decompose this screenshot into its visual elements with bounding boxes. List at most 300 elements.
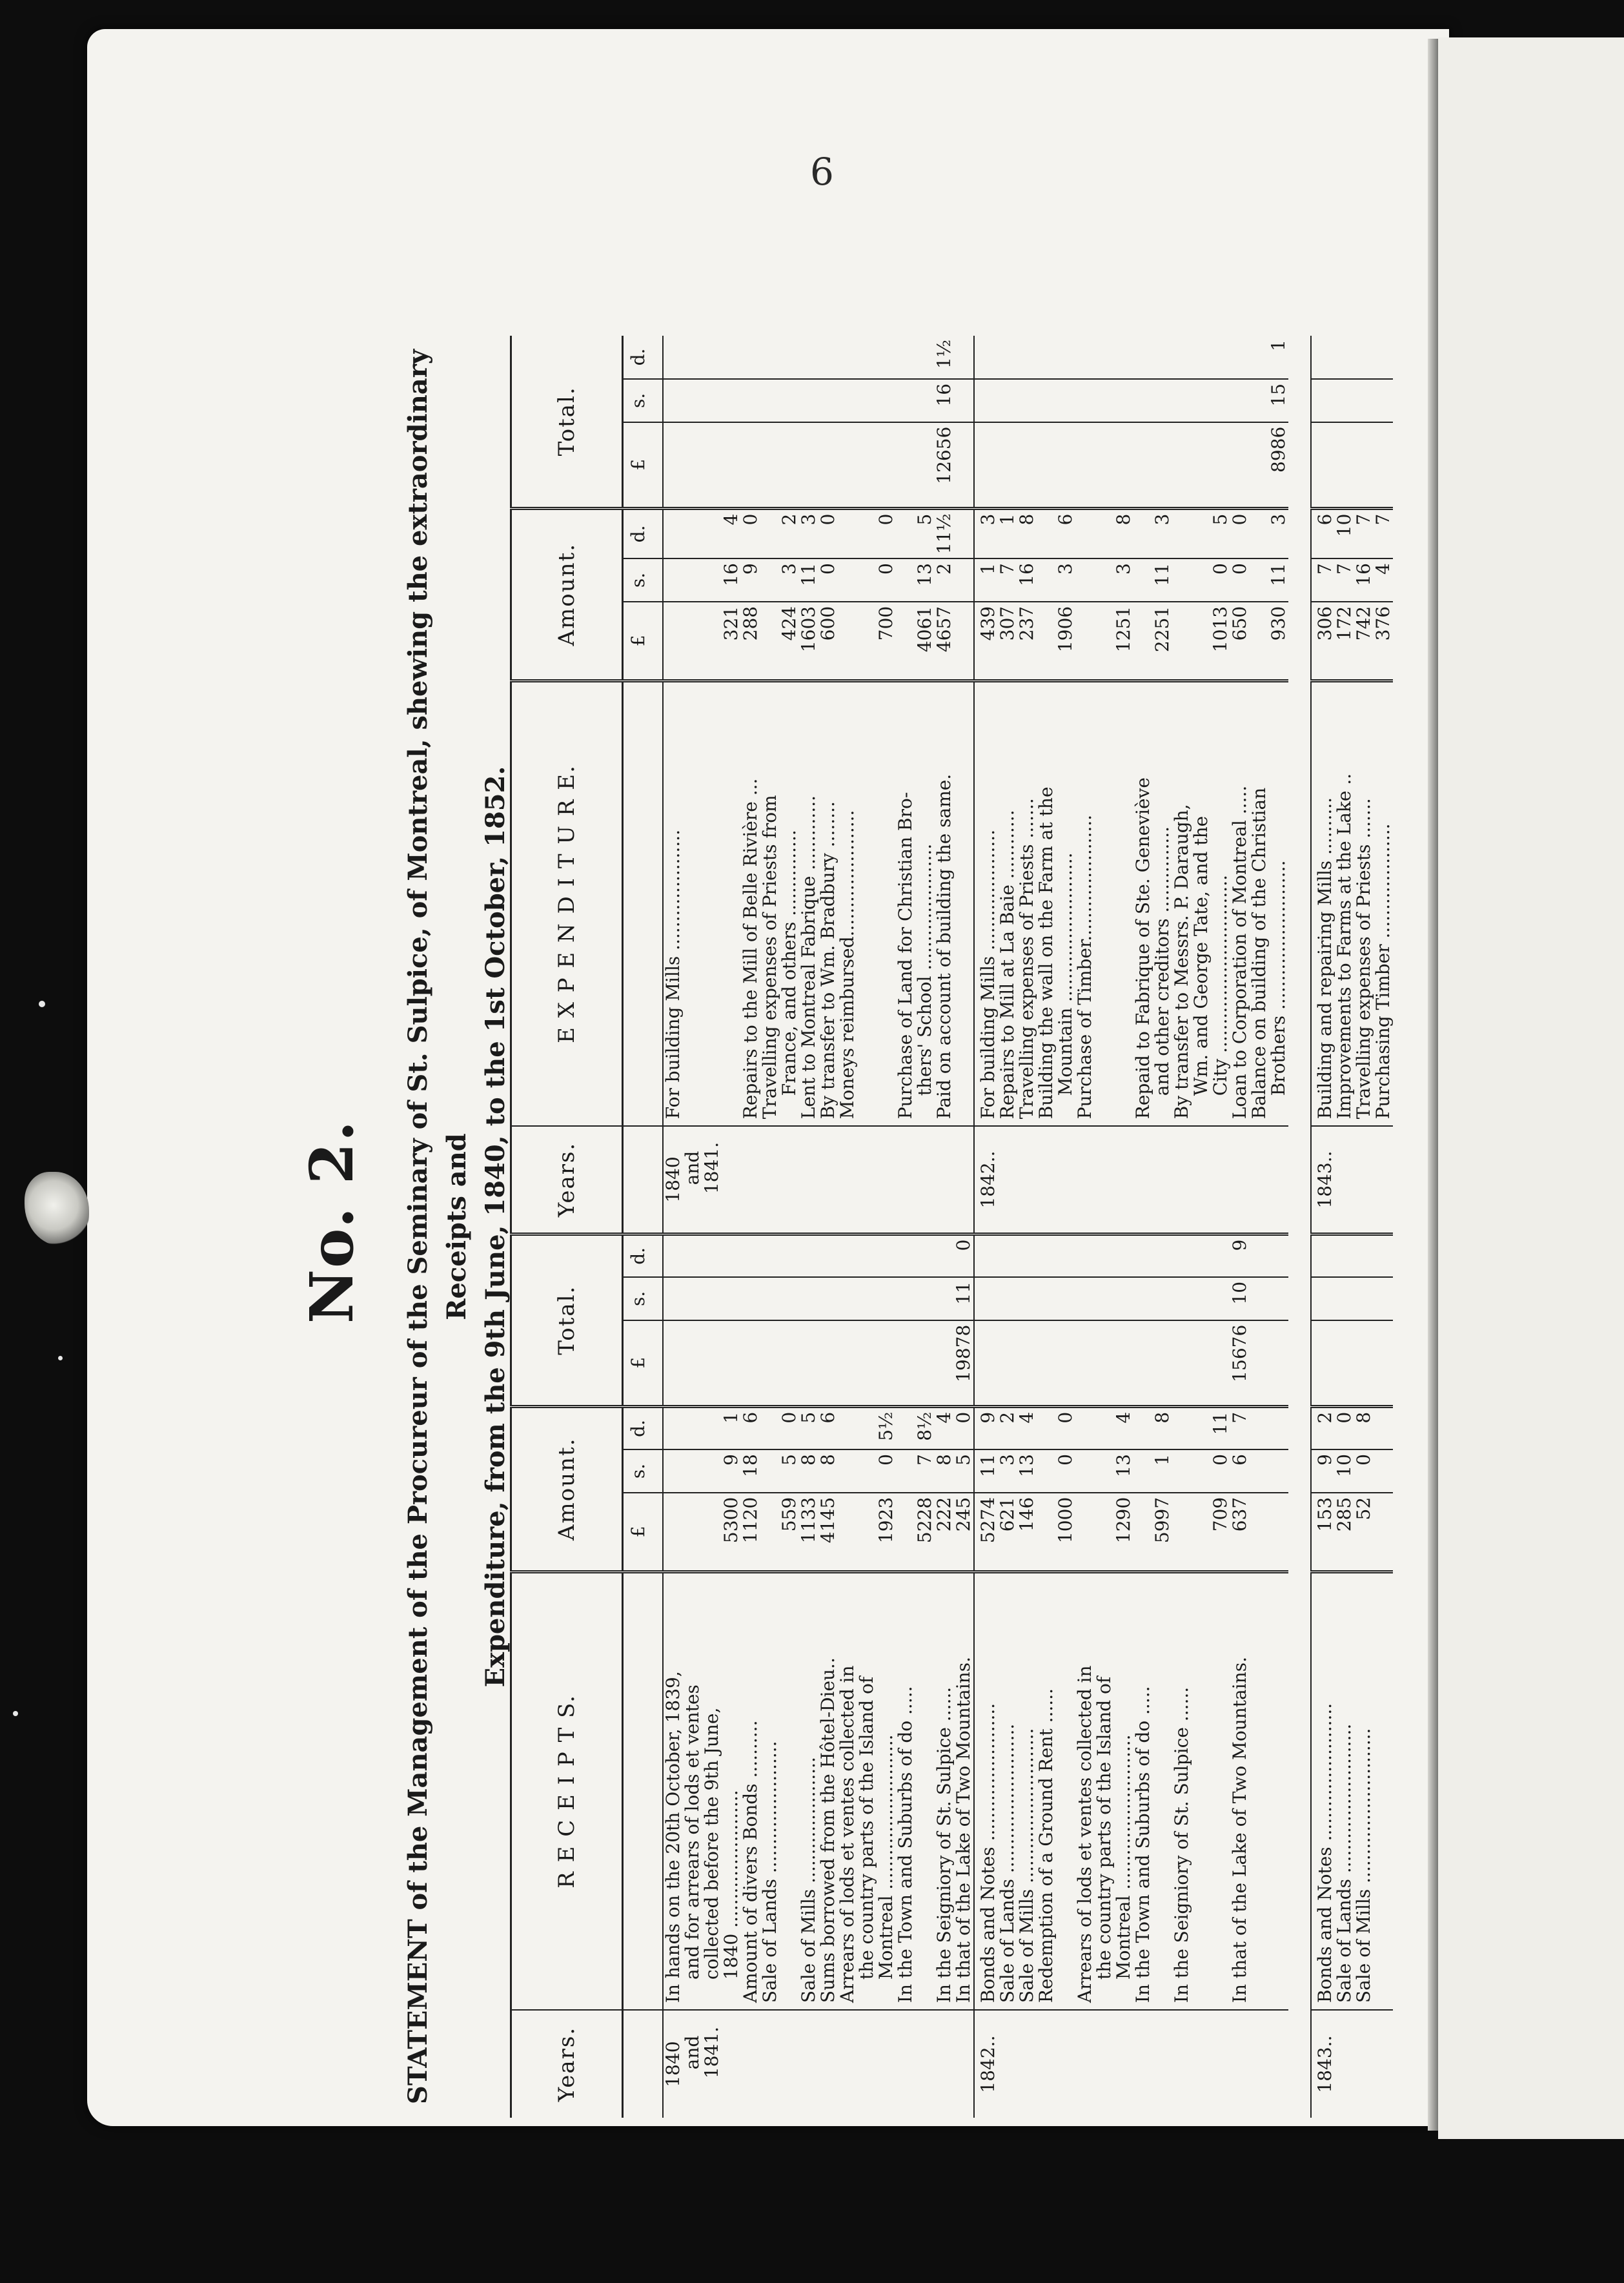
entry-line: Sale of Mills ...........................	[1016, 1728, 1037, 2003]
expenditure-total-shillings	[896, 379, 935, 422]
expenditure-total-shillings	[998, 379, 1017, 422]
expenditure-description	[1017, 681, 1037, 1126]
unit-pence: d.	[623, 1406, 664, 1449]
expenditure-description	[663, 681, 741, 1126]
receipt-description	[838, 1571, 896, 2010]
receipt-pounds: 285	[1335, 1493, 1354, 1571]
receipt-pence: 9	[974, 1406, 998, 1449]
expenditure-shillings: 11	[799, 558, 818, 602]
year-cell	[1037, 2010, 1075, 2118]
receipt-pence: 4	[1075, 1406, 1133, 1449]
receipt-description	[935, 1571, 954, 2010]
receipts-total-pence	[1075, 1234, 1133, 1277]
receipt-pence: 8½	[896, 1406, 935, 1449]
expenditure-shillings: 11	[1133, 558, 1172, 602]
expenditure-pounds: 1251	[1075, 602, 1133, 681]
receipts-total-shillings	[935, 1277, 954, 1320]
entry-line: Amount of divers Bonds ..........	[740, 1720, 761, 2003]
receipts-total-shillings	[896, 1277, 935, 1320]
expenditure-total-shillings	[663, 379, 741, 422]
receipt-pence: 1	[663, 1406, 741, 1449]
year-cell-exp	[760, 1126, 799, 1234]
expenditure-description	[935, 681, 954, 1126]
year-cell-exp	[1335, 1126, 1354, 1234]
table-row	[663, 336, 741, 2118]
expenditure-pence: 2	[760, 508, 799, 558]
year-cell	[1172, 2010, 1230, 2118]
entry-line: the country parts of the Island of	[1093, 1676, 1115, 1980]
receipts-total-pounds	[1335, 1320, 1354, 1407]
unit-shilling: s.	[623, 1277, 664, 1320]
receipt-description	[1172, 1571, 1230, 2010]
col-receipts: R E C E I P T S.	[511, 1571, 623, 2010]
table-row	[741, 336, 760, 2118]
year-cell	[1335, 2010, 1354, 2118]
expenditure-description	[741, 681, 760, 1126]
expenditure-shillings: 7	[1335, 558, 1354, 602]
receipt-pence: 2	[1311, 1406, 1335, 1449]
entry-line: Wm. and George Tate, and the	[1190, 815, 1212, 1096]
entry-line: Montreal ...........................	[1113, 1734, 1134, 1980]
expenditure-total-shillings	[1172, 379, 1230, 422]
entry-line: Repairs to the Mill of Belle Rivière ...	[740, 778, 761, 1120]
receipt-pounds: 52	[1354, 1493, 1374, 1571]
receipts-total-pounds	[1311, 1320, 1335, 1407]
year-cell	[760, 2010, 799, 2118]
table-row	[838, 336, 896, 2118]
receipts-total-pence	[663, 1234, 741, 1277]
receipt-pence: 7	[1230, 1406, 1250, 1449]
expenditure-total-shillings	[1354, 379, 1374, 422]
expenditure-total-pence	[1374, 336, 1393, 379]
expenditure-pounds: 424	[760, 602, 799, 681]
entry-line: By transfer to Messrs. P. Daraugh,	[1171, 804, 1192, 1120]
entry-line: Loan to Corporation of Montreal .....	[1229, 785, 1250, 1120]
receipts-total-pounds	[1172, 1320, 1230, 1407]
receipt-shillings: 10	[1335, 1449, 1354, 1493]
entry-line: Arrears of lods et ventes collected in	[1074, 1665, 1095, 2003]
receipts-total-pounds: 19878	[954, 1320, 974, 1407]
receipts-total-pence	[998, 1234, 1017, 1277]
expenditure-total-shillings	[1335, 379, 1354, 422]
receipts-total-pounds	[741, 1320, 760, 1407]
expenditure-pounds: 306	[1311, 602, 1335, 681]
entry-line: City ...............................	[1210, 875, 1231, 1096]
expenditure-shillings: 16	[1354, 558, 1374, 602]
year-cell	[818, 2010, 838, 2118]
expenditure-pence: 11½	[935, 508, 954, 558]
expenditure-total-shillings	[838, 379, 896, 422]
receipt-shillings: 0	[1354, 1449, 1374, 1493]
expenditure-pounds: 439	[974, 602, 998, 681]
year-cell-exp	[1230, 1126, 1250, 1234]
expenditure-description	[838, 681, 896, 1126]
expenditure-total-shillings: 15	[1250, 379, 1288, 422]
expenditure-total-pounds	[1037, 422, 1075, 509]
expenditure-shillings: 11	[1250, 558, 1288, 602]
year-cell-exp	[1354, 1126, 1374, 1234]
col-years: Years.	[511, 2010, 623, 2118]
year-cell-exp	[954, 1126, 974, 1234]
expenditure-total-pounds	[1335, 422, 1354, 509]
table-row	[1037, 336, 1075, 2118]
receipts-total-pounds	[663, 1320, 741, 1407]
receipts-total-pounds	[1075, 1320, 1133, 1407]
receipt-description	[1250, 1571, 1288, 2010]
entry-line: Mountain ..........................	[1055, 852, 1076, 1096]
receipt-pounds: 222	[935, 1493, 954, 1571]
year-cell	[1374, 2010, 1393, 2118]
year-cell	[896, 2010, 935, 2118]
expenditure-pounds: 376	[1374, 602, 1393, 681]
table-row	[1075, 336, 1133, 2118]
expenditure-pounds: 2251	[1133, 602, 1172, 681]
entry-line: Sale of Lands .......................	[759, 1741, 780, 2003]
receipts-total-pence	[760, 1234, 799, 1277]
receipt-shillings	[1250, 1449, 1288, 1493]
receipts-total-shillings	[1075, 1277, 1133, 1320]
year-cell: 1843..	[1311, 2010, 1335, 2118]
receipts-total-pence	[799, 1234, 818, 1277]
entry-line: In the Seigniory of St. Sulpice ......	[933, 1686, 955, 2003]
expenditure-shillings: 0	[818, 558, 838, 602]
year-cell-exp	[799, 1126, 818, 1234]
year-cell-exp	[1172, 1126, 1230, 1234]
entry-line: Purchase of Timber......................	[1074, 814, 1095, 1120]
receipts-total-shillings	[1133, 1277, 1172, 1320]
receipts-total-pounds	[760, 1320, 799, 1407]
year-cell	[1017, 2010, 1037, 2118]
statement-body	[663, 336, 1288, 2118]
paper-damage-mark	[25, 1172, 89, 1246]
unit-pence: d.	[623, 1234, 664, 1277]
receipt-description	[741, 1571, 760, 2010]
receipt-shillings: 11	[974, 1449, 998, 1493]
entry-line: Building the wall on the Farm at the	[1035, 786, 1057, 1120]
receipts-total-shillings	[1374, 1277, 1393, 1320]
table-row	[1354, 336, 1374, 2118]
entry-line: Sums borrowed from the Hôtel-Dieu..	[817, 1657, 838, 2003]
table-row	[1230, 336, 1250, 2118]
expenditure-shillings: 7	[1311, 558, 1335, 602]
expenditure-description	[1172, 681, 1230, 1126]
expenditure-total-pence	[741, 336, 760, 379]
expenditure-total-pounds	[1017, 422, 1037, 509]
year-cell-exp	[1075, 1126, 1133, 1234]
expenditure-pounds: 1603	[799, 602, 818, 681]
receipt-pounds	[1250, 1493, 1288, 1571]
entry-line: Brothers ..........................	[1268, 860, 1289, 1096]
expenditure-shillings: 1	[974, 558, 998, 602]
year-cell	[741, 2010, 760, 2118]
expenditure-description	[974, 681, 998, 1126]
unit-pound: £	[623, 1320, 664, 1407]
expenditure-total-shillings	[974, 379, 998, 422]
entry-line: Montreal ...........................	[875, 1734, 897, 1980]
entry-line: In the Town and Suburbs of do .....	[895, 1686, 916, 2003]
year-cell	[1075, 2010, 1133, 2118]
receipts-total-pounds	[896, 1320, 935, 1407]
receipts-total-pence	[974, 1234, 998, 1277]
receipt-description	[974, 1571, 998, 2010]
year-cell-exp	[818, 1126, 838, 1234]
expenditure-description	[1037, 681, 1075, 1126]
col-amount-exp: Amount.	[511, 508, 623, 681]
receipts-total-pounds	[935, 1320, 954, 1407]
receipt-pence: 5½	[838, 1406, 896, 1449]
expenditure-pence: 5	[896, 508, 935, 558]
expenditure-description	[1075, 681, 1133, 1126]
expenditure-total-pounds	[1230, 422, 1250, 509]
expenditure-pounds: 4657	[935, 602, 954, 681]
expenditure-pence: 8	[1017, 508, 1037, 558]
receipts-total-pounds	[799, 1320, 818, 1407]
expenditure-total-pence	[1230, 336, 1250, 379]
receipt-shillings: 8	[818, 1449, 838, 1493]
receipts-total-shillings	[1354, 1277, 1374, 1320]
expenditure-total-shillings	[760, 379, 799, 422]
receipt-shillings: 8	[799, 1449, 818, 1493]
receipt-pence: 8	[1354, 1406, 1374, 1449]
unit-pence: d.	[623, 508, 664, 558]
expenditure-description: Purchasing Timber ....................	[1374, 681, 1393, 1126]
year-cell-exp	[998, 1126, 1017, 1234]
section-1843	[1311, 336, 1393, 2118]
entry-line: France, and others ...............	[778, 830, 800, 1096]
receipts-total-pence: 0	[954, 1234, 974, 1277]
receipts-total-pence	[1374, 1234, 1393, 1277]
expenditure-shillings: 3	[760, 558, 799, 602]
expenditure-total-pence	[1037, 336, 1075, 379]
entry-line: and	[682, 1151, 703, 1185]
receipts-total-shillings	[818, 1277, 838, 1320]
expenditure-total-pounds	[896, 422, 935, 509]
receipt-pounds: 637	[1230, 1493, 1250, 1571]
unit-shilling: s.	[623, 379, 664, 422]
expenditure-description	[818, 681, 838, 1126]
receipts-total-pounds	[1250, 1320, 1288, 1407]
receipt-shillings: 13	[1075, 1449, 1133, 1493]
expenditure-shillings: 4	[1374, 558, 1393, 602]
receipt-shillings: 5	[760, 1449, 799, 1493]
expenditure-pence: 3	[974, 508, 998, 558]
expenditure-shillings: 2	[935, 558, 954, 602]
receipts-total-pence	[818, 1234, 838, 1277]
expenditure-total-pounds: 8986	[1250, 422, 1288, 509]
year-cell	[954, 2010, 974, 2118]
year-cell-exp	[838, 1126, 896, 1234]
expenditure-pounds: 930	[1250, 602, 1288, 681]
expenditure-total-shillings	[954, 379, 974, 422]
entry-line: 1840 ........................	[720, 1790, 742, 1980]
receipts-total-pence	[838, 1234, 896, 1277]
statement-table	[510, 336, 1288, 2118]
expenditure-description: Building and repairing Mills ..........	[1311, 681, 1335, 1126]
receipts-total-pounds	[1374, 1320, 1393, 1407]
entry-line: 1840	[662, 1156, 684, 1203]
receipt-pence: 6	[741, 1406, 760, 1449]
receipt-pounds: 5300	[663, 1493, 741, 1571]
receipts-total-pounds	[838, 1320, 896, 1407]
expenditure-pounds	[954, 602, 974, 681]
receipt-pence: 4	[935, 1406, 954, 1449]
expenditure-total-pence	[1133, 336, 1172, 379]
receipt-description	[1133, 1571, 1172, 2010]
year-cell	[838, 2010, 896, 2118]
expenditure-total-shillings	[1133, 379, 1172, 422]
table-row	[818, 336, 838, 2118]
receipt-shillings: 6	[1230, 1449, 1250, 1493]
receipt-pounds: 4145	[818, 1493, 838, 1571]
expenditure-total-shillings	[1311, 379, 1335, 422]
expenditure-total-pounds	[760, 422, 799, 509]
unit-pound: £	[623, 1493, 664, 1571]
receipts-total-shillings	[1250, 1277, 1288, 1320]
expenditure-total-pence	[1335, 336, 1354, 379]
dust-speck	[58, 1356, 63, 1360]
entry-line: Arrears of lods et ventes collected in	[837, 1665, 858, 2003]
statement-line-2: Expenditure, from the 9th June, 1840, to the 1st October, 1852.	[480, 766, 511, 1688]
receipt-shillings: 13	[1017, 1449, 1037, 1493]
expenditure-total-pounds	[1311, 422, 1335, 509]
receipt-pounds: 146	[1017, 1493, 1037, 1571]
expenditure-pence: 0	[1230, 508, 1250, 558]
entry-line: Sale of Mills ......................	[798, 1757, 819, 2003]
table-row	[1374, 336, 1393, 2118]
expenditure-total-pence	[1075, 336, 1133, 379]
expenditure-total-pounds	[1374, 422, 1393, 509]
year-cell	[1354, 2010, 1374, 2118]
next-page-edge	[1438, 37, 1624, 2139]
expenditure-total-shillings	[1017, 379, 1037, 422]
year-cell-exp	[1133, 1126, 1172, 1234]
receipts-total-pounds	[1354, 1320, 1374, 1407]
expenditure-pounds: 700	[838, 602, 896, 681]
expenditure-description	[1133, 681, 1172, 1126]
page-number: 6	[810, 150, 834, 194]
table-row	[954, 336, 974, 2118]
expenditure-pence: 4	[663, 508, 741, 558]
entry-line: 1842..	[977, 2035, 999, 2093]
expenditure-pence: 7	[1354, 508, 1374, 558]
expenditure-total-pence	[663, 336, 741, 379]
receipt-pence: 8	[1133, 1406, 1172, 1449]
expenditure-total-pounds	[1172, 422, 1230, 509]
receipts-total-pence	[896, 1234, 935, 1277]
table-row	[935, 336, 954, 2118]
receipt-pence	[1250, 1406, 1288, 1449]
expenditure-total-pence	[818, 336, 838, 379]
expenditure-pounds: 1906	[1037, 602, 1075, 681]
expenditure-pence: 5	[1172, 508, 1230, 558]
receipt-shillings: 18	[741, 1449, 760, 1493]
expenditure-total-pounds	[1075, 422, 1133, 509]
year-cell-exp	[1374, 1126, 1393, 1234]
receipts-total-pence	[1017, 1234, 1037, 1277]
receipts-total-shillings: 10	[1230, 1277, 1250, 1320]
receipt-description: Bonds and Notes ........................	[1311, 1571, 1335, 2010]
statement-lead: STATEMENT	[403, 1919, 433, 2105]
year-cell-exp	[663, 1126, 741, 1234]
expenditure-total-pounds	[818, 422, 838, 509]
receipt-pence: 6	[818, 1406, 838, 1449]
year-cell	[1230, 2010, 1250, 2118]
entry-line: Travelling expenses of Priests .......	[1016, 798, 1037, 1120]
receipts-total-shillings	[799, 1277, 818, 1320]
expenditure-pence: 6	[1037, 508, 1075, 558]
expenditure-description: Improvements to Farms at the Lake ..	[1335, 681, 1354, 1126]
year-cell-exp	[974, 1126, 998, 1234]
unit-pence: d.	[623, 336, 664, 379]
unit-row	[623, 336, 664, 2118]
receipts-total-shillings	[1311, 1277, 1335, 1320]
header-row	[511, 336, 623, 2118]
year-cell	[1133, 2010, 1172, 2118]
entry-line: Purchase of Land for Christian Bro-	[895, 792, 916, 1120]
receipt-description	[1017, 1571, 1037, 2010]
year-cell	[935, 2010, 954, 2118]
expenditure-pounds: 650	[1230, 602, 1250, 681]
expenditure-total-pence	[1172, 336, 1230, 379]
expenditure-total-pence: 1	[1268, 340, 1289, 351]
table-row	[1172, 336, 1230, 2118]
expenditure-shillings: 16	[663, 558, 741, 602]
year-cell-exp	[1037, 1126, 1075, 1234]
receipt-pence: 4	[1017, 1406, 1037, 1449]
expenditure-total-pence	[838, 336, 896, 379]
expenditure-pence: 0	[818, 508, 838, 558]
receipts-total-pounds	[1017, 1320, 1037, 1407]
receipt-pounds: 1000	[1037, 1493, 1075, 1571]
expenditure-description	[1250, 681, 1288, 1126]
receipt-pence: 5	[799, 1406, 818, 1449]
receipt-description	[998, 1571, 1017, 2010]
expenditure-pence: 3	[1133, 508, 1172, 558]
receipts-total-pounds: 15676	[1230, 1320, 1250, 1407]
receipts-total-pounds	[1133, 1320, 1172, 1407]
receipt-shillings: 5	[954, 1449, 974, 1493]
expenditure-pounds: 321	[663, 602, 741, 681]
receipts-total-shillings	[1017, 1277, 1037, 1320]
receipt-description	[1230, 1571, 1250, 2010]
receipt-pounds: 1133	[799, 1493, 818, 1571]
expenditure-pence: 8	[1075, 508, 1133, 558]
entry-line: Repairs to Mill at La Baie ............	[997, 810, 1018, 1120]
expenditure-total-pence	[1354, 336, 1374, 379]
expenditure-total-shillings	[1075, 379, 1133, 422]
entry-line: and for arrears of lods et ventes	[682, 1684, 703, 1980]
entry-line: Travelling expenses of Priests from	[759, 795, 780, 1120]
entry-line: 1841.	[701, 2026, 722, 2079]
expenditure-description	[954, 681, 974, 1126]
expenditure-pence: 0	[838, 508, 896, 558]
expenditure-shillings: 16	[1017, 558, 1037, 602]
receipts-total-pence	[1335, 1234, 1354, 1277]
entry-line: By transfer to Wm. Bradbury ........	[817, 801, 838, 1120]
expenditure-description	[998, 681, 1017, 1126]
expenditure-pence: 7	[1374, 508, 1393, 558]
receipt-shillings: 3	[998, 1449, 1017, 1493]
table-row	[799, 336, 818, 2118]
receipt-pounds: 621	[998, 1493, 1017, 1571]
expenditure-pence: 0	[741, 508, 760, 558]
table-row	[998, 336, 1017, 2118]
receipts-total-pence	[1172, 1234, 1230, 1277]
entry-line: thers' School ......................	[914, 843, 935, 1096]
year-cell	[799, 2010, 818, 2118]
expenditure-pounds: 742	[1354, 602, 1374, 681]
expenditure-shillings: 0	[838, 558, 896, 602]
